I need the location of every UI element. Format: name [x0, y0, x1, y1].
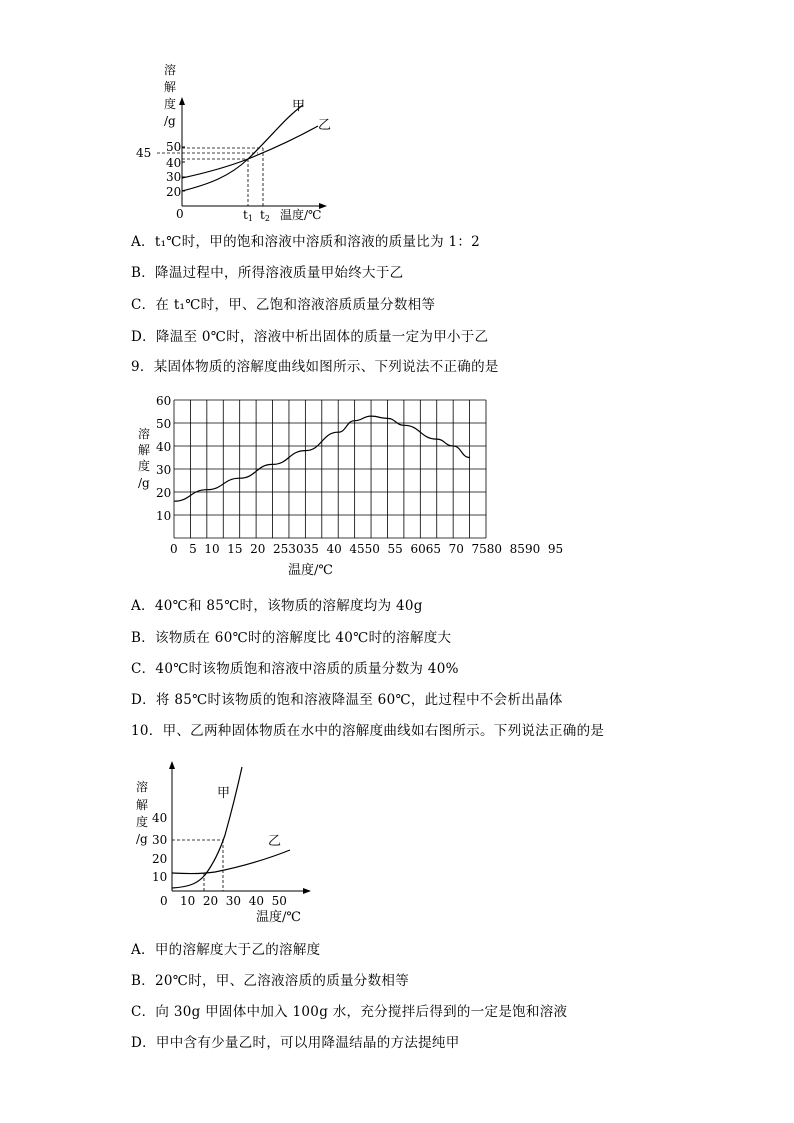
- ylabel-char: 溶: [138, 427, 151, 441]
- ylabel-char: /g: [164, 114, 176, 128]
- curve-jia: [172, 767, 242, 888]
- origin-label: 0: [176, 207, 184, 221]
- y-tick-label: 40: [156, 440, 172, 454]
- x-axis-label: 温度/℃: [280, 208, 322, 222]
- curve-yi: [172, 850, 290, 874]
- ylabel-char: 解: [136, 798, 149, 812]
- q8-option-b: B．降温过程中，所得溶液质量甲始终大于乙: [131, 265, 404, 281]
- ylabel-char: 解: [164, 80, 177, 94]
- ylabel-char: 溶: [136, 780, 149, 794]
- y-tick-label: 30: [156, 463, 172, 477]
- ylabel-char: 度: [164, 97, 177, 111]
- q9-stem: 9．某固体物质的溶解度曲线如图所示、下列说法不正确的是: [131, 359, 499, 375]
- ylabel-char: /g: [136, 832, 148, 846]
- q10-stem: 10．甲、乙两种固体物质在水中的溶解度曲线如右图所示。下列说法正确的是: [131, 723, 605, 739]
- q10-option-d: D．甲中含有少量乙时，可以用降温结晶的方法提纯甲: [131, 1035, 460, 1051]
- x-tick-labels: 10 20 30 40 50: [180, 894, 287, 908]
- ylabel-char: 度: [136, 815, 149, 829]
- q9-option-c: C．40℃时该物质饱和溶液中溶质的质量分数为 40%: [131, 661, 459, 677]
- q9-option-b: B．该物质在 60℃时的溶解度比 40℃时的溶解度大: [131, 630, 452, 646]
- series-label-jia: 甲: [217, 786, 231, 801]
- q10-option-b: B．20℃时，甲、乙溶液溶质的质量分数相等: [131, 973, 409, 989]
- x-axis-label: 温度/℃: [288, 563, 333, 578]
- solubility-chart-2: [130, 390, 564, 585]
- series-label-yi: 乙: [318, 118, 332, 133]
- x-mark-t2: t2: [260, 208, 270, 223]
- y-tick-label: 20: [152, 852, 168, 866]
- q9-option-d: D．将 85℃时该物质的饱和溶液降温至 60℃，此过程中不会析出晶体: [131, 692, 563, 708]
- y-tick-label: 10: [156, 509, 172, 523]
- solubility-chart-1: [130, 60, 350, 230]
- y-axis-arrow: [169, 761, 175, 769]
- ylabel-char: 度: [138, 459, 151, 473]
- x-mark-t1: t1: [243, 208, 253, 223]
- x-tick-labels: 0 5 10 15 20 253035 40 4550 55 6065 70 7580 8590 95: [170, 542, 564, 556]
- y-axis-arrow: [179, 97, 185, 105]
- y-tick-label: 20: [166, 185, 182, 199]
- y-tick-label: 40: [152, 811, 168, 825]
- y-tick-label: 30: [166, 170, 182, 184]
- ylabel-char: /g: [138, 476, 150, 490]
- y-tick-label: 60: [156, 394, 172, 408]
- q10-option-a: A．甲的溶解度大于乙的溶解度: [131, 942, 321, 958]
- curve-yi: [182, 126, 318, 178]
- q8-option-a: A．t₁℃时，甲的饱和溶液中溶质和溶液的质量比为 1：2: [131, 234, 481, 250]
- y-tick-label: 20: [156, 486, 172, 500]
- origin-label: 0: [160, 894, 168, 908]
- ylabel-char: 解: [138, 443, 151, 457]
- y-tick-label: 50: [156, 417, 172, 431]
- x-axis-label: 温度/℃: [256, 910, 301, 925]
- y-mark-label: 45: [136, 146, 152, 160]
- q10-option-c: C．向 30g 甲固体中加入 100g 水，充分搅拌后得到的一定是饱和溶液: [131, 1004, 568, 1020]
- q8-option-c: C．在 t₁℃时，甲、乙饱和溶液溶质质量分数相等: [131, 297, 436, 313]
- series-label-jia: 甲: [292, 99, 306, 114]
- series-label-yi: 乙: [268, 834, 282, 849]
- q8-option-d: D．降温至 0℃时，溶液中析出固体的质量一定为甲小于乙: [131, 329, 489, 345]
- x-axis-arrow: [303, 888, 311, 894]
- y-tick-label: 40: [166, 156, 182, 170]
- y-tick-label: 30: [152, 833, 168, 847]
- chart-grid: [174, 400, 486, 538]
- ylabel-char: 溶: [164, 63, 177, 77]
- y-tick-label: 50: [166, 140, 182, 154]
- solubility-chart-3: [130, 755, 320, 930]
- y-tick-label: 10: [152, 870, 168, 884]
- q9-option-a: A．40℃和 85℃时，该物质的溶解度均为 40g: [131, 598, 423, 614]
